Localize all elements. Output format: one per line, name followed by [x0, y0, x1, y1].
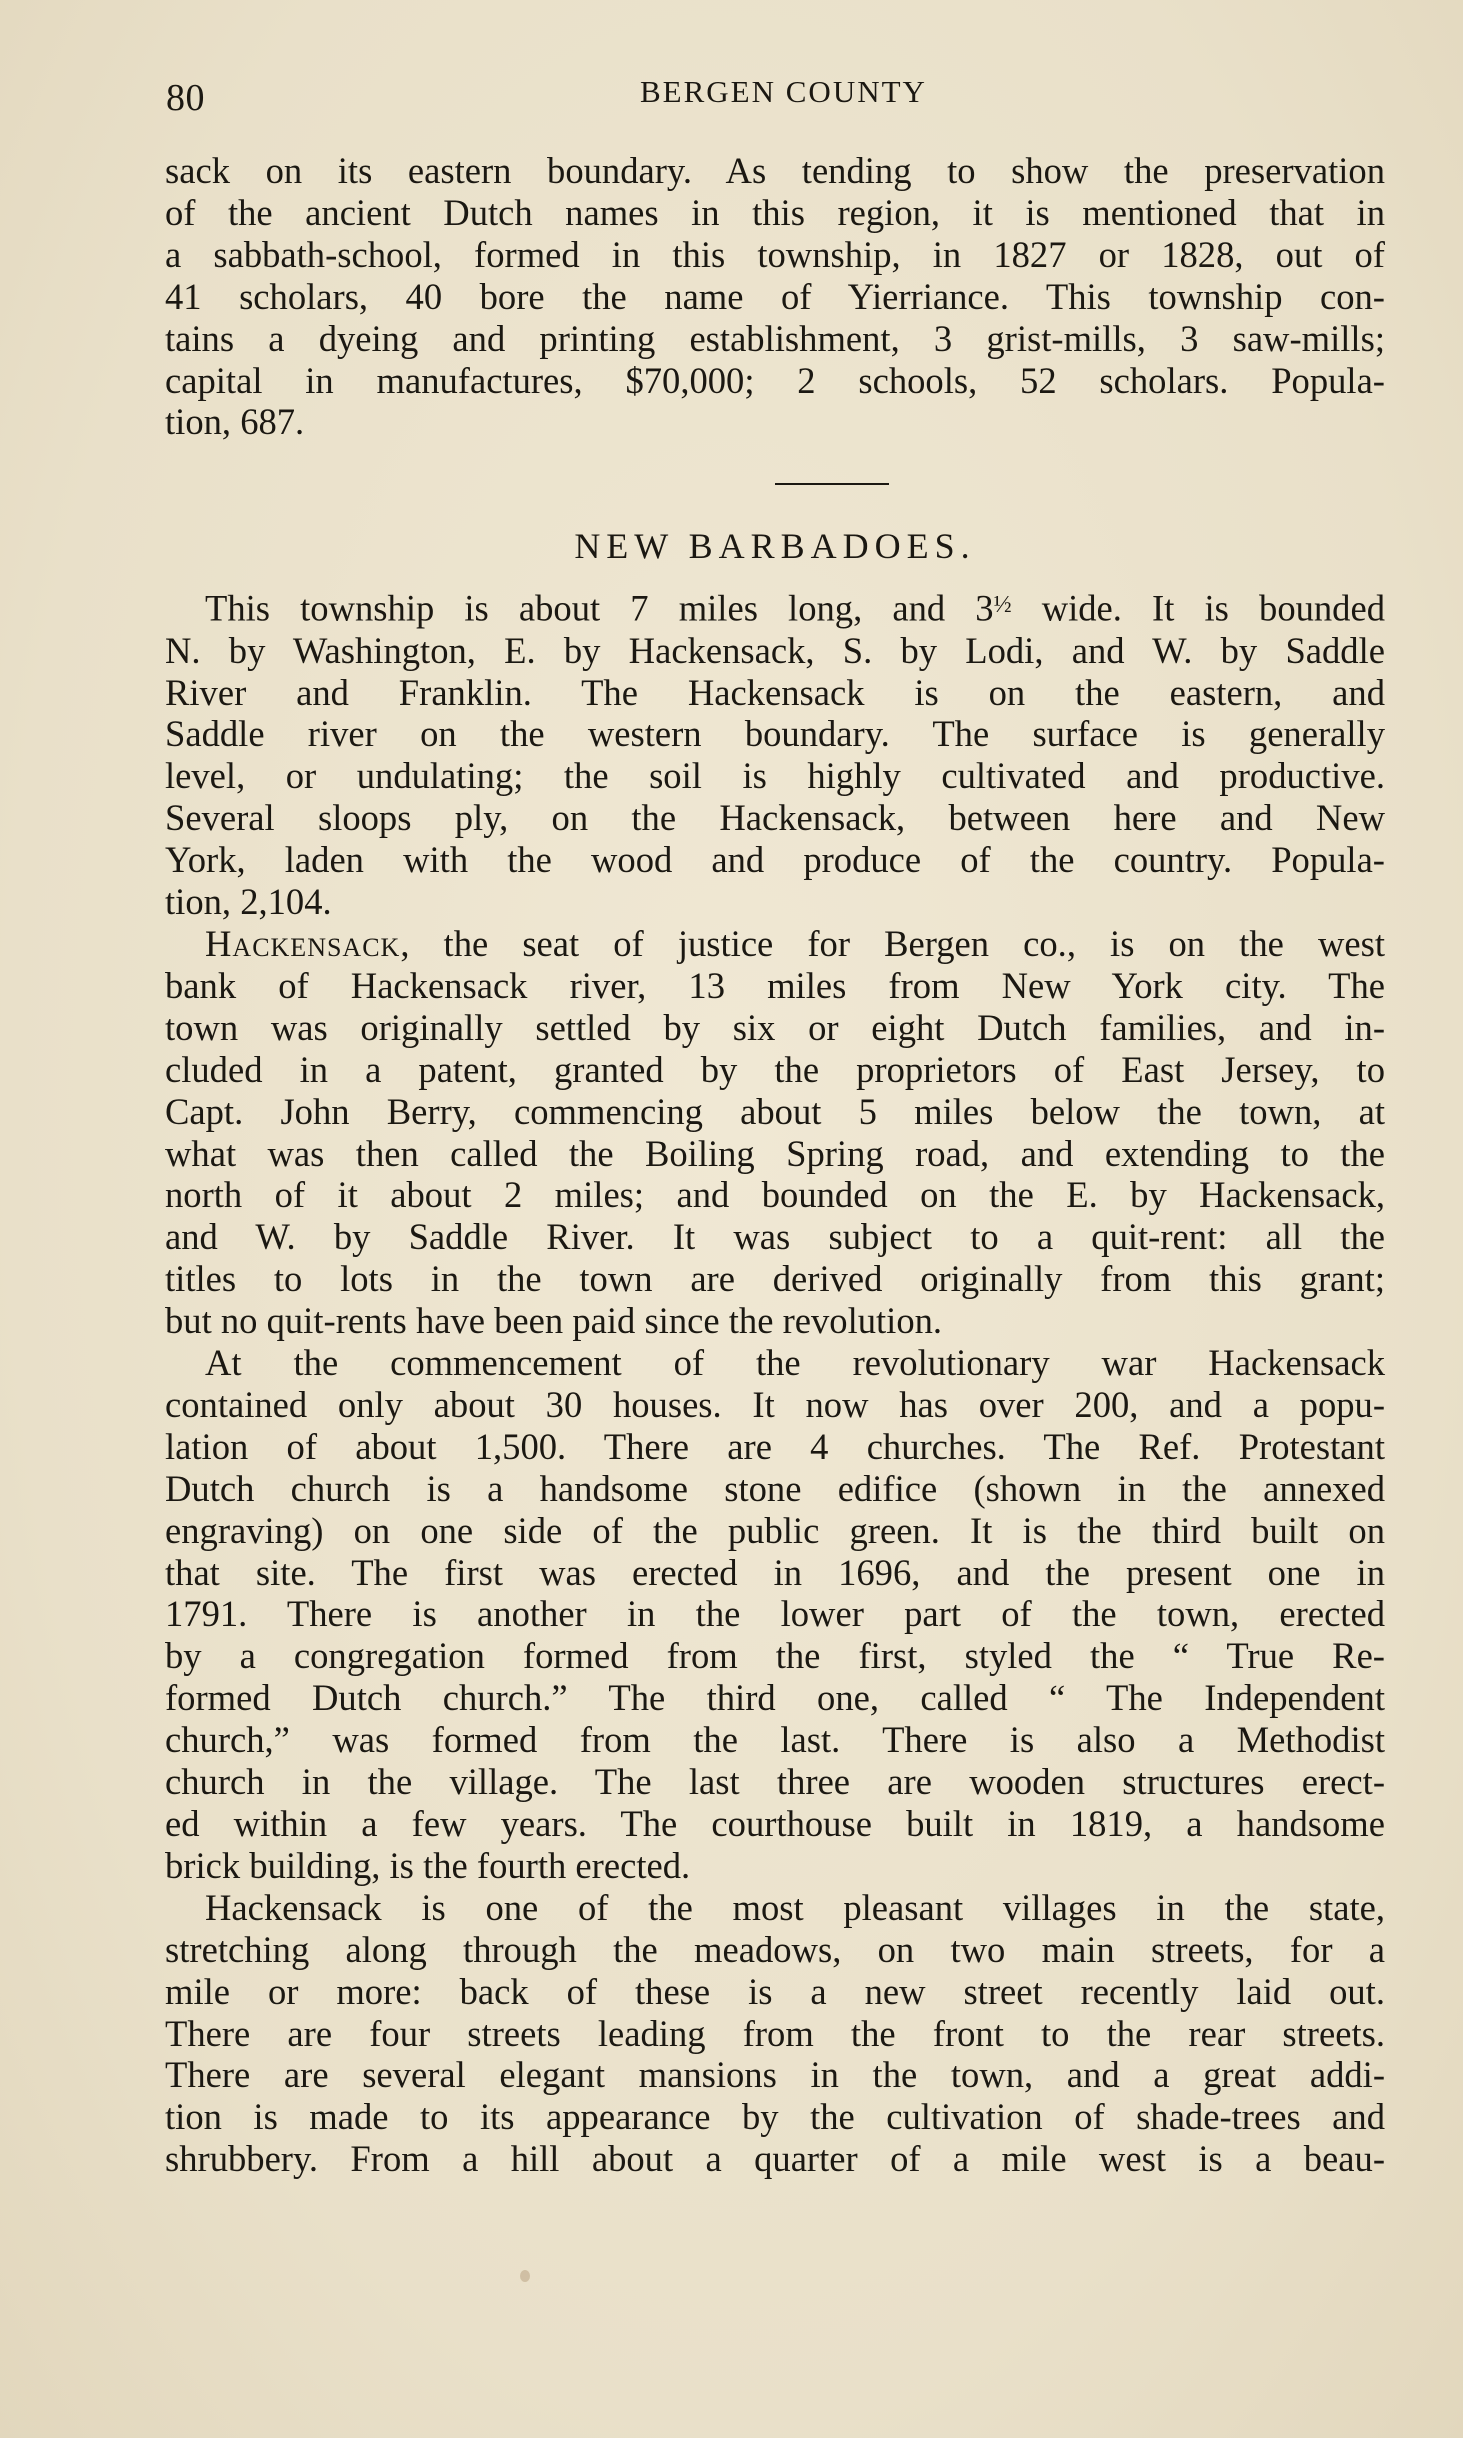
text-line: tion is made to its appearance by the cultivation of shade-trees and: [165, 2096, 1385, 2138]
paragraph-village: [165, 1887, 1385, 2180]
text-line: and W. by Saddle River. It was subject to a quit-rent: all the: [165, 1216, 1385, 1258]
text-line: N. by Washington, E. by Hackensack, S. by Lodi, and W. by Saddle: [165, 629, 1385, 671]
text-line: tains a dyeing and printing establishment, 3 grist-mills, 3 saw-mills;: [165, 317, 1385, 359]
text-line: 1791. There is another in the lower part of the town, erected: [165, 1593, 1385, 1635]
text-line: church in the village. The last three are wooden structures erect-: [165, 1761, 1385, 1803]
section-divider: [775, 483, 889, 485]
page-number: 80: [166, 77, 205, 119]
text-line: that site. The first was erected in 1696, and the present one in: [165, 1551, 1385, 1593]
text-line: lation of about 1,500. There are 4 churches. The Ref. Protestant: [165, 1425, 1385, 1467]
text-line: north of it about 2 miles; and bounded on the E. by Hackensack,: [165, 1174, 1385, 1216]
text-fragment: wide. It is bounded: [1011, 587, 1385, 629]
text-line: ed within a few years. The courthouse built in 1819, a handsome: [165, 1803, 1385, 1845]
text-line: Several sloops ply, on the Hackensack, between here and New: [165, 797, 1385, 839]
section-title: NEW BARBADOES.: [574, 526, 976, 567]
text-line: mile or more: back of these is a new street recently laid out.: [165, 1970, 1385, 2012]
text-line: cluded in a patent, granted by the proprietors of East Jersey, to: [165, 1048, 1385, 1090]
running-head: BERGEN COUNTY: [640, 74, 927, 109]
text-line: town was originally settled by six or eight Dutch families, and in-: [165, 1006, 1385, 1048]
paragraph-township: [165, 585, 1385, 923]
text-line: [165, 585, 1385, 629]
text-line: 41 scholars, 40 bore the name of Yierriance. This township con-: [165, 275, 1385, 317]
text-line: contained only about 30 houses. It now has over 200, and a popu-: [165, 1383, 1385, 1425]
text-line: Saddle river on the western boundary. The surface is generally: [165, 713, 1385, 755]
text-line: titles to lots in the town are derived originally from this grant;: [165, 1258, 1385, 1300]
text-line: bank of Hackensack river, 13 miles from New York city. The: [165, 964, 1385, 1006]
lead-word: Hackensack: [205, 922, 401, 964]
text-line: tion, 687.: [165, 401, 305, 443]
body-text: [165, 150, 1385, 2180]
text-line: shrubbery. From a hill about a quarter of a mile west is a beau-: [165, 2138, 1385, 2180]
ink-spot: [520, 2270, 530, 2282]
text-line: by a congregation formed from the first, styled the “ True Re-: [165, 1635, 1385, 1677]
text-line: but no quit-rents have been paid since the revolution.: [165, 1300, 943, 1342]
text-line: brick building, is the fourth erected.: [165, 1844, 691, 1886]
intro-paragraph: [165, 150, 1385, 443]
text-line: formed Dutch church.” The third one, called “ The Independent: [165, 1677, 1385, 1719]
text-line: There are several elegant mansions in the town, and a great addi-: [165, 2054, 1385, 2096]
text-line: of the ancient Dutch names in this region, it is mentioned that in: [165, 191, 1385, 233]
text-line: level, or undulating; the soil is highly cultivated and productive.: [165, 755, 1385, 797]
text-line: capital in manufactures, $70,000; 2 schools, 52 scholars. Popula-: [165, 359, 1385, 401]
text-line: engraving) on one side of the public green. It is the third built on: [165, 1509, 1385, 1551]
text-line: [165, 923, 1385, 965]
text-line: Dutch church is a handsome stone edifice (shown in the annexed: [165, 1467, 1385, 1509]
text-line: At the commencement of the revolutionary war Hackensack: [205, 1342, 1385, 1384]
text-fragment: , the seat of justice for Bergen co., is on the west: [400, 922, 1385, 964]
text-line: sack on its eastern boundary. As tending to show the preservation: [165, 150, 1385, 191]
text-line: church,” was formed from the last. There is also a Methodist: [165, 1719, 1385, 1761]
fraction-half: ½: [993, 592, 1012, 619]
text-line: a sabbath-school, formed in this township, in 1827 or 1828, out of: [165, 233, 1385, 275]
text-line: tion, 2,104.: [165, 881, 332, 923]
text-line: what was then called the Boiling Spring road, and extending to the: [165, 1132, 1385, 1174]
text-line: York, laden with the wood and produce of the country. Popula-: [165, 839, 1385, 881]
paragraph-revolution: [165, 1342, 1385, 1887]
text-line: stretching along through the meadows, on two main streets, for a: [165, 1928, 1385, 1970]
text-line: River and Franklin. The Hackensack is on the eastern, and: [165, 671, 1385, 713]
text-line: There are four streets leading from the front to the rear streets.: [165, 2012, 1385, 2054]
text-fragment: This township is about 7 miles long, and 3: [205, 587, 994, 629]
paragraph-hackensack: [165, 923, 1385, 1342]
text-line: Capt. John Berry, commencing about 5 miles below the town, at: [165, 1090, 1385, 1132]
text-line: Hackensack is one of the most pleasant villages in the state,: [205, 1886, 1385, 1928]
